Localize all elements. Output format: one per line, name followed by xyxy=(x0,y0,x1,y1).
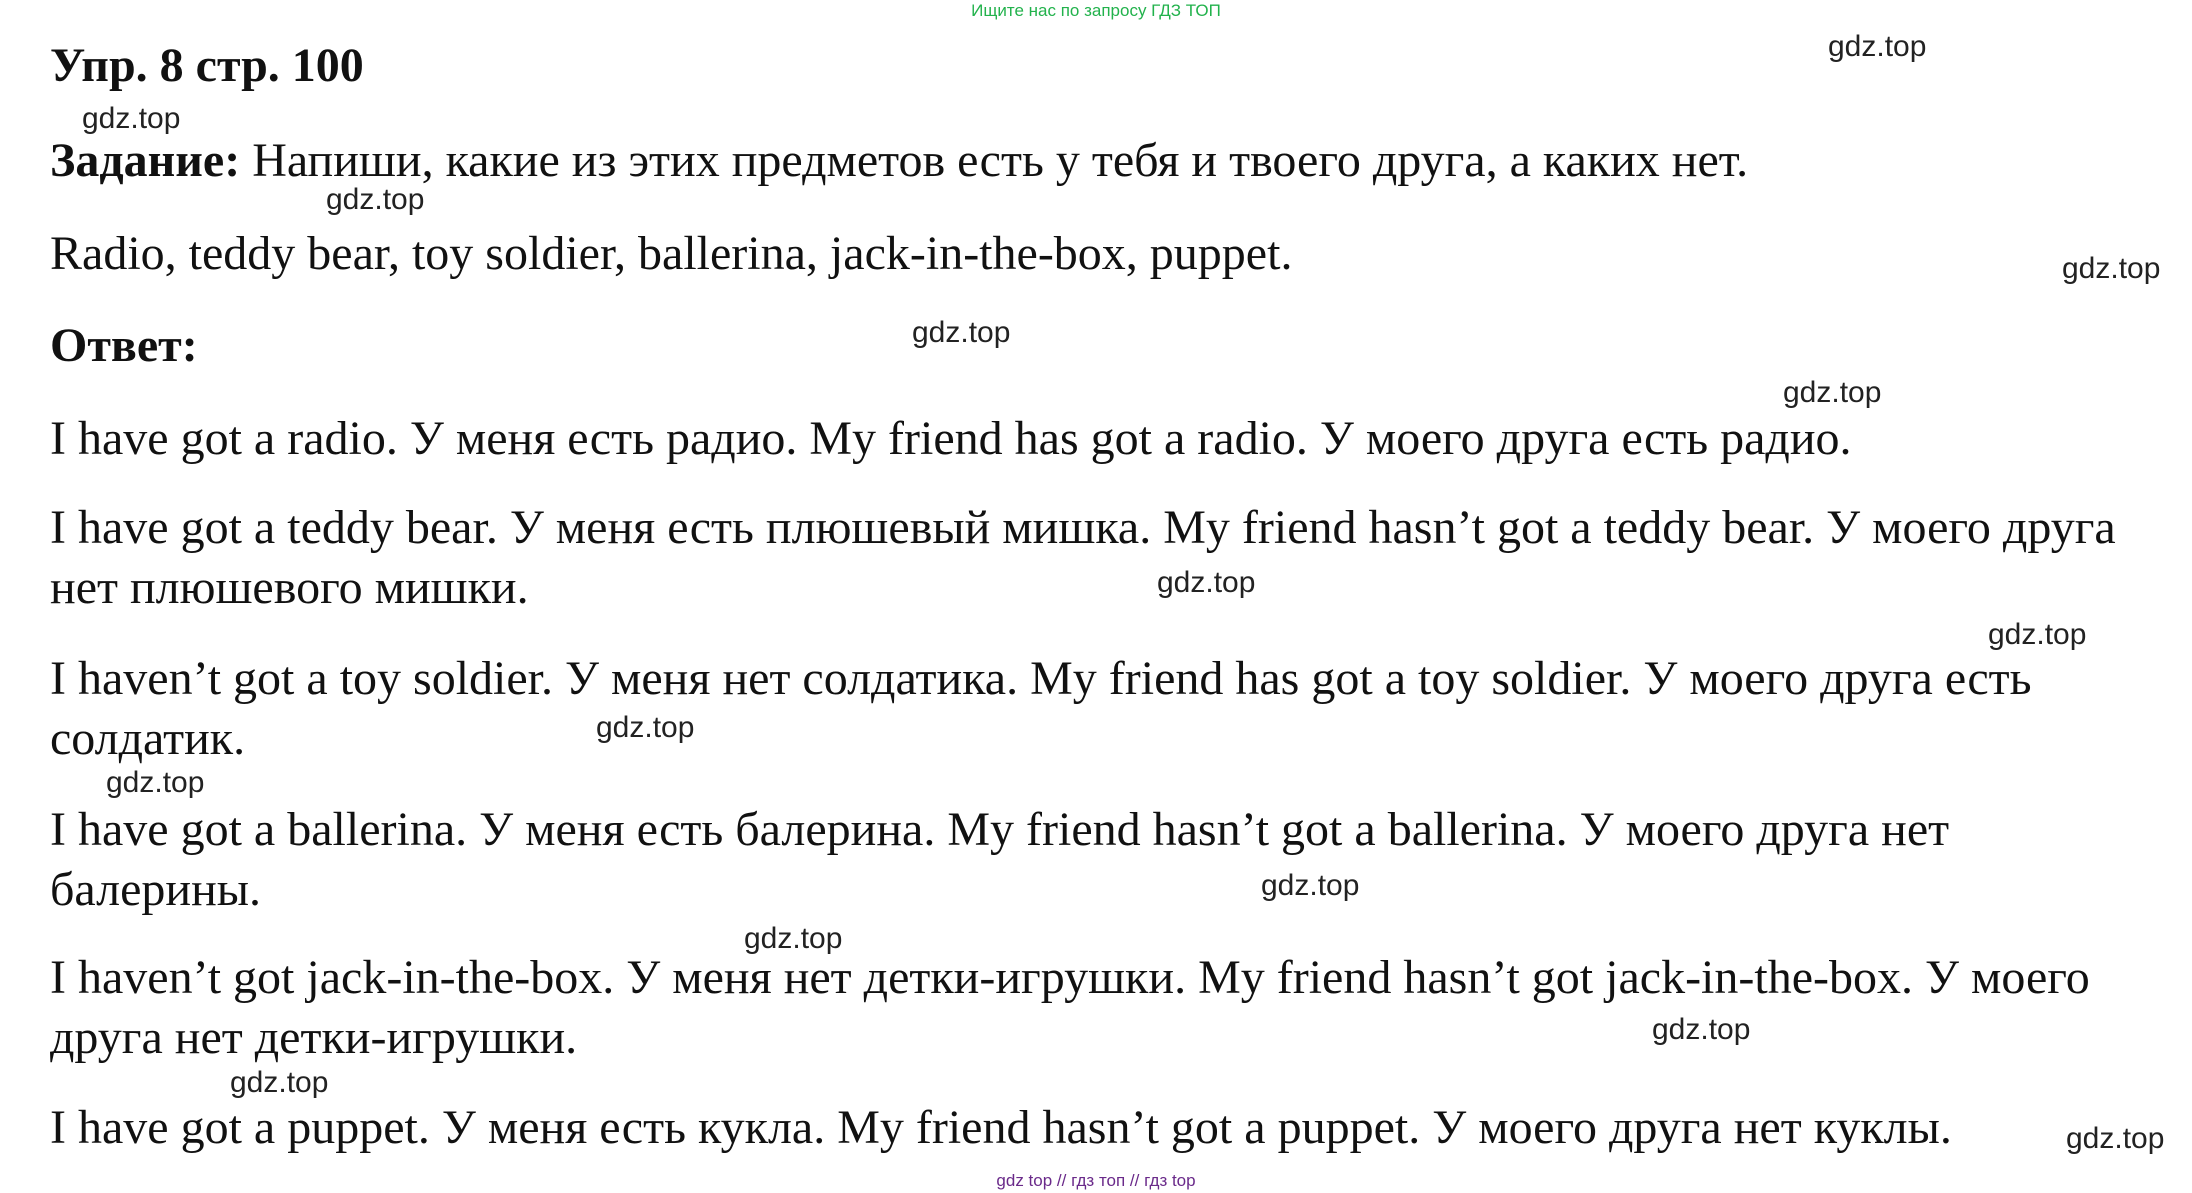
watermark: gdz.top xyxy=(1783,376,1882,409)
watermark: gdz.top xyxy=(82,102,181,135)
task-text: Напиши, какие из этих предметов есть у тебя и твоего друга, а каких нет. xyxy=(240,134,1749,187)
footer-text: gdz top // гдз топ // гдз top xyxy=(996,1171,1196,1190)
watermark: gdz.top xyxy=(596,711,695,744)
watermark: gdz.top xyxy=(1988,618,2087,651)
answer-item-ballerina: I have got a ballerina. У меня есть балерина. My friend hasn’t got a ballerina. У моего друга нет балерины. xyxy=(50,803,1950,916)
watermark: gdz.top xyxy=(1157,566,1256,599)
watermark: gdz.top xyxy=(744,922,843,955)
answer-item-jack-in-the-box: I haven’t got jack-in-the-box. У меня нет детки-игрушки. My friend hasn’t got jack-in-the-box. У моего друга нет детки-игрушки. xyxy=(50,951,2090,1064)
answer-label: Ответ: xyxy=(50,319,198,372)
task-label: Задание: xyxy=(50,134,241,187)
watermark: gdz.top xyxy=(326,183,425,216)
answer-item-puppet: I have got a puppet. У меня есть кукла. My friend hasn’t got a puppet. У моего друга нет куклы. xyxy=(50,1101,1952,1154)
task-line xyxy=(50,133,1748,188)
answer-item-radio: I have got a radio. У меня есть радио. My friend has got a radio. У моего друга есть радио. xyxy=(50,412,1852,465)
watermark: gdz.top xyxy=(1261,869,1360,902)
word-list: Radio, teddy bear, toy soldier, ballerina, jack-in-the-box, puppet. xyxy=(50,227,1293,280)
watermark: gdz.top xyxy=(1828,30,1927,63)
answer-item-toy-soldier: I haven’t got a toy soldier. У меня нет солдатика. My friend has got a toy soldier. У моего друга есть солдатик. xyxy=(50,652,2032,765)
watermark: gdz.top xyxy=(2066,1122,2165,1155)
watermark: gdz.top xyxy=(912,316,1011,349)
watermark: gdz.top xyxy=(106,766,205,799)
search-hint: Ищите нас по запросу ГДЗ ТОП xyxy=(971,1,1221,20)
page-title: Упр. 8 стр. 100 xyxy=(50,39,364,92)
watermark: gdz.top xyxy=(230,1066,329,1099)
watermark: gdz.top xyxy=(1652,1013,1751,1046)
answer-item-teddy-bear: I have got a teddy bear. У меня есть плюшевый мишка. My friend hasn’t got a teddy bear. У моего друга нет плюшевого мишки. xyxy=(50,501,2116,614)
watermark: gdz.top xyxy=(2062,252,2161,285)
